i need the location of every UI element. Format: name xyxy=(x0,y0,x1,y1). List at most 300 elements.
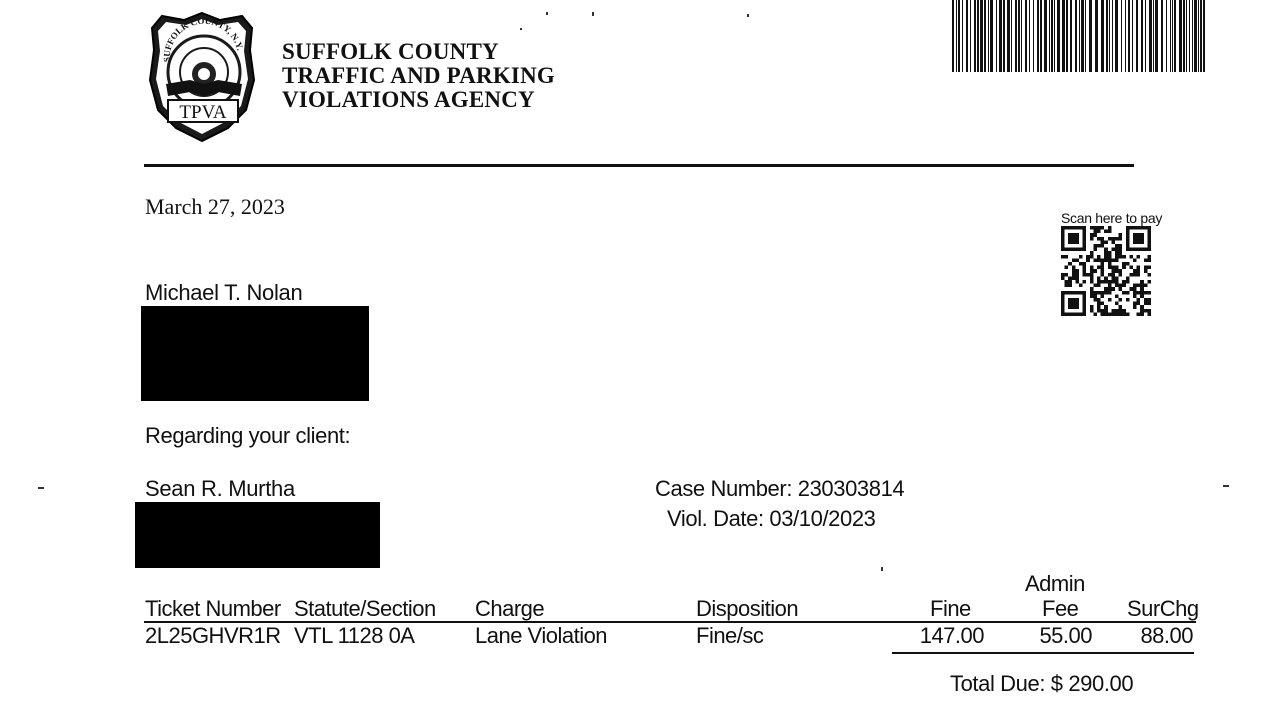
qr-module xyxy=(1093,291,1097,295)
qr-module xyxy=(1097,226,1101,230)
barcode-bar xyxy=(1186,0,1187,72)
qr-module xyxy=(1075,273,1079,277)
qr-module xyxy=(1101,280,1105,284)
qr-module xyxy=(1115,258,1119,262)
qr-module xyxy=(1147,309,1151,313)
barcode-bar xyxy=(1166,0,1167,72)
qr-module xyxy=(1097,305,1101,309)
qr-module xyxy=(1104,276,1108,280)
qr-module xyxy=(1097,302,1101,306)
header-fine: Fine xyxy=(930,596,971,621)
qr-module xyxy=(1104,291,1108,295)
qr-module xyxy=(1115,255,1119,259)
barcode-bar xyxy=(1136,0,1138,72)
qr-module xyxy=(1122,284,1126,288)
qr-module xyxy=(1101,291,1105,295)
scan-speck xyxy=(1223,485,1229,487)
qr-module xyxy=(1061,255,1065,259)
qr-module xyxy=(1101,273,1105,277)
qr-module xyxy=(1075,276,1079,280)
barcode-bar xyxy=(999,0,1002,72)
qr-module xyxy=(1108,273,1112,277)
qr-module xyxy=(1115,280,1119,284)
header-ticket-number: Ticket Number xyxy=(145,596,281,621)
row-surcharge: 88.00 xyxy=(1140,623,1193,648)
qr-module xyxy=(1097,276,1101,280)
qr-module xyxy=(1068,233,1079,244)
qr-module xyxy=(1137,284,1141,288)
qr-module xyxy=(1101,226,1105,230)
qr-module xyxy=(1111,248,1115,252)
scan-speck xyxy=(881,567,883,571)
scan-speck xyxy=(38,487,44,489)
barcode-bar xyxy=(1198,0,1199,72)
qr-module xyxy=(1126,298,1130,302)
qr-module xyxy=(1104,230,1108,234)
barcode-bar xyxy=(1132,0,1133,72)
qr-module xyxy=(1147,280,1151,284)
barcode-bar xyxy=(956,0,957,72)
qr-code[interactable] xyxy=(1061,226,1151,316)
case-number: Case Number: 230303814 xyxy=(655,476,905,501)
barcode-bar xyxy=(1200,0,1202,72)
qr-module xyxy=(1093,269,1097,273)
qr-module xyxy=(1086,273,1090,277)
row-charge: Lane Violation xyxy=(475,623,608,648)
qr-module xyxy=(1137,291,1141,295)
barcode-bar xyxy=(974,0,976,72)
qr-module xyxy=(1147,255,1151,259)
qr-module xyxy=(1093,284,1097,288)
qr-module xyxy=(1101,269,1105,273)
qr-module xyxy=(1101,262,1105,266)
qr-module xyxy=(1137,302,1141,306)
qr-module xyxy=(1147,291,1151,295)
qr-module xyxy=(1144,258,1148,262)
qr-module xyxy=(1104,248,1108,252)
barcode-bar xyxy=(988,0,989,72)
qr-module xyxy=(1104,305,1108,309)
qr-module xyxy=(1119,305,1123,309)
qr-caption: Scan here to pay xyxy=(1061,210,1163,226)
qr-module xyxy=(1068,280,1072,284)
qr-module xyxy=(1101,266,1105,270)
redacted-address-block xyxy=(141,306,369,401)
barcode-bar xyxy=(1121,0,1122,72)
qr-module xyxy=(1097,230,1101,234)
qr-module xyxy=(1119,269,1123,273)
qr-module xyxy=(1147,266,1151,270)
scan-speck xyxy=(592,12,594,16)
qr-module xyxy=(1115,251,1119,255)
qr-module xyxy=(1097,266,1101,270)
barcode-bar xyxy=(1149,0,1152,72)
qr-module xyxy=(1090,305,1094,309)
qr-module xyxy=(1104,309,1108,313)
qr-module xyxy=(1111,280,1115,284)
barcode-bar xyxy=(1106,0,1108,72)
qr-module xyxy=(1097,255,1101,259)
qr-module xyxy=(1104,251,1108,255)
qr-module xyxy=(1097,237,1101,241)
qr-module xyxy=(1115,269,1119,273)
violation-date: Viol. Date: 03/10/2023 xyxy=(667,506,876,531)
barcode-bar xyxy=(1145,0,1146,72)
barcode-bar xyxy=(1161,0,1163,72)
barcode-bar xyxy=(1170,0,1171,72)
qr-module xyxy=(1122,266,1126,270)
barcode-bar xyxy=(1089,0,1092,72)
qr-module xyxy=(1129,255,1133,259)
qr-module xyxy=(1140,305,1144,309)
header-disposition: Disposition xyxy=(696,596,799,621)
row-ticket-number: 2L25GHVR1R xyxy=(145,623,281,648)
qr-module xyxy=(1111,309,1115,313)
qr-module xyxy=(1072,273,1076,277)
qr-module xyxy=(1111,273,1115,277)
qr-module xyxy=(1140,309,1144,313)
barcode-bar xyxy=(1101,0,1104,72)
qr-module xyxy=(1126,312,1130,316)
barcode-bar xyxy=(1128,0,1130,72)
qr-module xyxy=(1119,287,1123,291)
barcode-bar xyxy=(1141,0,1143,72)
qr-module xyxy=(1083,262,1087,266)
qr-module xyxy=(1133,273,1137,277)
qr-module xyxy=(1119,273,1123,277)
qr-module xyxy=(1126,262,1130,266)
qr-module xyxy=(1119,312,1123,316)
qr-module xyxy=(1108,284,1112,288)
qr-module xyxy=(1101,237,1105,241)
qr-module xyxy=(1097,291,1101,295)
qr-module xyxy=(1079,284,1083,288)
qr-module xyxy=(1137,298,1141,302)
header-divider xyxy=(144,164,1134,167)
row-admin-fee: 55.00 xyxy=(1039,623,1092,648)
qr-module xyxy=(1097,258,1101,262)
qr-module xyxy=(1122,262,1126,266)
qr-module xyxy=(1111,237,1115,241)
qr-module xyxy=(1090,291,1094,295)
qr-module xyxy=(1115,309,1119,313)
qr-module xyxy=(1137,266,1141,270)
qr-module xyxy=(1093,226,1097,230)
qr-module xyxy=(1104,287,1108,291)
qr-module xyxy=(1137,273,1141,277)
row-disposition: Fine/sc xyxy=(696,623,764,648)
qr-module xyxy=(1133,305,1137,309)
qr-module xyxy=(1061,273,1065,277)
qr-module xyxy=(1068,276,1072,280)
qr-module xyxy=(1068,298,1079,309)
barcode-bar xyxy=(1070,0,1072,72)
qr-module xyxy=(1147,273,1151,277)
qr-module xyxy=(1111,312,1115,316)
qr-module xyxy=(1115,294,1119,298)
tpva-seal-logo xyxy=(146,10,258,144)
barcode-bar xyxy=(1075,0,1077,72)
barcode-bar xyxy=(1174,0,1176,72)
qr-module xyxy=(1108,251,1112,255)
qr-module xyxy=(1101,240,1105,244)
qr-module xyxy=(1104,258,1108,262)
qr-module xyxy=(1061,276,1065,280)
qr-module xyxy=(1108,312,1112,316)
qr-module xyxy=(1072,269,1076,273)
qr-module xyxy=(1104,240,1108,244)
qr-module xyxy=(1108,280,1112,284)
qr-module xyxy=(1108,262,1112,266)
barcode-bar xyxy=(1194,0,1197,72)
barcode-bar xyxy=(1015,0,1017,72)
qr-module xyxy=(1065,266,1069,270)
qr-module xyxy=(1140,280,1144,284)
qr-module xyxy=(1083,269,1087,273)
qr-module xyxy=(1097,298,1101,302)
qr-module xyxy=(1115,237,1119,241)
barcode-bar xyxy=(1033,0,1034,72)
qr-module xyxy=(1119,237,1123,241)
header-fee: Fee xyxy=(1042,596,1079,621)
header-admin-label: Admin xyxy=(1025,571,1085,596)
barcode-bar xyxy=(1095,0,1098,72)
qr-module xyxy=(1097,309,1101,313)
qr-module xyxy=(1093,230,1097,234)
qr-module xyxy=(1126,280,1130,284)
qr-module xyxy=(1137,255,1141,259)
qr-module xyxy=(1140,291,1144,295)
qr-module xyxy=(1090,226,1094,230)
qr-module xyxy=(1101,244,1105,248)
barcode-bar xyxy=(1085,0,1086,72)
qr-module xyxy=(1111,287,1115,291)
qr-module xyxy=(1065,273,1069,277)
qr-module xyxy=(1115,266,1119,270)
qr-module xyxy=(1079,255,1083,259)
barcode-bar xyxy=(1115,0,1118,72)
qr-module xyxy=(1065,280,1069,284)
qr-module xyxy=(1140,312,1144,316)
qr-module xyxy=(1111,266,1115,270)
qr-module xyxy=(1075,258,1079,262)
qr-module xyxy=(1068,262,1072,266)
qr-module xyxy=(1111,240,1115,244)
qr-module xyxy=(1144,284,1148,288)
barcode-bar xyxy=(970,0,971,72)
qr-module xyxy=(1090,287,1094,291)
qr-module xyxy=(1072,258,1076,262)
barcode-bar xyxy=(1153,0,1154,72)
qr-module xyxy=(1133,287,1137,291)
qr-module xyxy=(1101,312,1105,316)
qr-module xyxy=(1101,258,1105,262)
qr-module xyxy=(1090,294,1094,298)
total-due: Total Due: $ 290.00 xyxy=(950,671,1134,696)
qr-module xyxy=(1086,255,1090,259)
qr-module xyxy=(1144,302,1148,306)
qr-module xyxy=(1090,276,1094,280)
barcode-bar xyxy=(1109,0,1110,72)
qr-module xyxy=(1133,284,1137,288)
barcode-bar xyxy=(1179,0,1182,72)
barcode-bar xyxy=(1025,0,1027,72)
qr-module xyxy=(1104,280,1108,284)
qr-module xyxy=(1104,312,1108,316)
barcode-bar xyxy=(1018,0,1020,72)
qr-module xyxy=(1090,266,1094,270)
qr-module xyxy=(1137,269,1141,273)
qr-module xyxy=(1097,244,1101,248)
qr-module xyxy=(1068,284,1072,288)
regarding-line: Regarding your client: xyxy=(145,423,351,448)
barcode-bar xyxy=(990,0,993,72)
qr-module xyxy=(1133,269,1137,273)
total-rule xyxy=(892,652,1194,654)
barcode-bar xyxy=(996,0,997,72)
barcode-bar xyxy=(966,0,968,72)
barcode-bar xyxy=(980,0,983,72)
qr-module xyxy=(1115,284,1119,288)
agency-name xyxy=(282,40,555,112)
qr-module xyxy=(1083,280,1087,284)
qr-module xyxy=(1086,258,1090,262)
barcode-bar xyxy=(1021,0,1022,72)
qr-module xyxy=(1147,298,1151,302)
qr-module xyxy=(1147,312,1151,316)
agency-line-2: TRAFFIC AND PARKING xyxy=(282,63,555,88)
qr-module xyxy=(1144,298,1148,302)
qr-module xyxy=(1119,248,1123,252)
barcode-bar xyxy=(1007,0,1010,72)
qr-module xyxy=(1101,309,1105,313)
qr-module xyxy=(1090,255,1094,259)
seal-banner-text: TPVA xyxy=(179,102,227,123)
qr-module xyxy=(1140,284,1144,288)
qr-module xyxy=(1090,273,1094,277)
client-name: Sean R. Murtha xyxy=(145,476,295,501)
barcode-bar xyxy=(984,0,986,72)
qr-module xyxy=(1083,266,1087,270)
qr-module xyxy=(1126,276,1130,280)
qr-module xyxy=(1083,273,1087,277)
qr-module xyxy=(1097,284,1101,288)
barcode-bar xyxy=(1189,0,1190,72)
header-charge: Charge xyxy=(475,596,545,621)
qr-module xyxy=(1119,251,1123,255)
barcode-bar xyxy=(1192,0,1193,72)
qr-module xyxy=(1133,302,1137,306)
qr-module xyxy=(1119,233,1123,237)
attorney-name: Michael T. Nolan xyxy=(145,280,303,305)
qr-module xyxy=(1090,237,1094,241)
redacted-client-address-block xyxy=(135,502,380,568)
barcode-bar xyxy=(1049,0,1050,72)
qr-module xyxy=(1072,276,1076,280)
header-surcharge: SurChg xyxy=(1127,596,1199,621)
qr-module xyxy=(1093,294,1097,298)
qr-module xyxy=(1115,302,1119,306)
qr-module xyxy=(1122,291,1126,295)
qr-module xyxy=(1129,266,1133,270)
qr-module xyxy=(1093,233,1097,237)
seal-ring-text: SUFFOLK COUNTY, N.Y. xyxy=(161,15,246,63)
row-statute-section: VTL 1128 0A xyxy=(294,623,415,648)
qr-module xyxy=(1115,312,1119,316)
scan-speck xyxy=(747,14,749,17)
qr-module xyxy=(1108,266,1112,270)
qr-module xyxy=(1133,258,1137,262)
qr-module xyxy=(1144,269,1148,273)
barcode-bar xyxy=(1044,0,1047,72)
qr-module xyxy=(1090,233,1094,237)
qr-module xyxy=(1108,226,1112,230)
qr-module xyxy=(1108,287,1112,291)
qr-module xyxy=(1093,312,1097,316)
qr-module xyxy=(1119,255,1123,259)
qr-module xyxy=(1108,298,1112,302)
qr-module xyxy=(1144,266,1148,270)
barcode-bar xyxy=(1054,0,1055,72)
qr-module xyxy=(1101,294,1105,298)
qr-module xyxy=(1115,244,1119,248)
qr-module xyxy=(1090,251,1094,255)
letter-date: March 27, 2023 xyxy=(145,194,285,219)
barcode-bar xyxy=(958,0,960,72)
qr-module xyxy=(1115,276,1119,280)
barcode-bar xyxy=(1172,0,1173,72)
qr-module xyxy=(1093,244,1097,248)
qr-module xyxy=(1090,280,1094,284)
barcode-bar xyxy=(1062,0,1065,72)
qr-module xyxy=(1133,291,1137,295)
qr-module xyxy=(1126,291,1130,295)
scan-speck xyxy=(520,28,522,30)
qr-module xyxy=(1122,255,1126,259)
qr-module xyxy=(1140,287,1144,291)
qr-module xyxy=(1119,244,1123,248)
barcode-bar xyxy=(1011,0,1012,72)
qr-module xyxy=(1129,287,1133,291)
qr-module xyxy=(1072,266,1076,270)
qr-module xyxy=(1122,309,1126,313)
qr-module xyxy=(1104,255,1108,259)
qr-module xyxy=(1140,294,1144,298)
qr-module xyxy=(1147,302,1151,306)
qr-module xyxy=(1111,258,1115,262)
qr-module xyxy=(1147,258,1151,262)
barcode-bar xyxy=(1003,0,1005,72)
qr-module xyxy=(1137,312,1141,316)
qr-module xyxy=(1108,230,1112,234)
barcode-bar xyxy=(1051,0,1053,72)
qr-module xyxy=(1108,291,1112,295)
qr-module xyxy=(1115,248,1119,252)
qr-module xyxy=(1108,237,1112,241)
qr-module xyxy=(1108,255,1112,259)
qr-module xyxy=(1129,273,1133,277)
qr-module xyxy=(1133,233,1144,244)
barcode-bar xyxy=(1057,0,1060,72)
header-statute-section: Statute/Section xyxy=(294,596,436,621)
qr-module xyxy=(1111,276,1115,280)
barcode-bar xyxy=(1029,0,1030,72)
qr-module xyxy=(1065,284,1069,288)
barcode-bar xyxy=(1155,0,1158,72)
qr-module xyxy=(1122,280,1126,284)
barcode-bar xyxy=(1037,0,1039,72)
qr-module xyxy=(1093,258,1097,262)
